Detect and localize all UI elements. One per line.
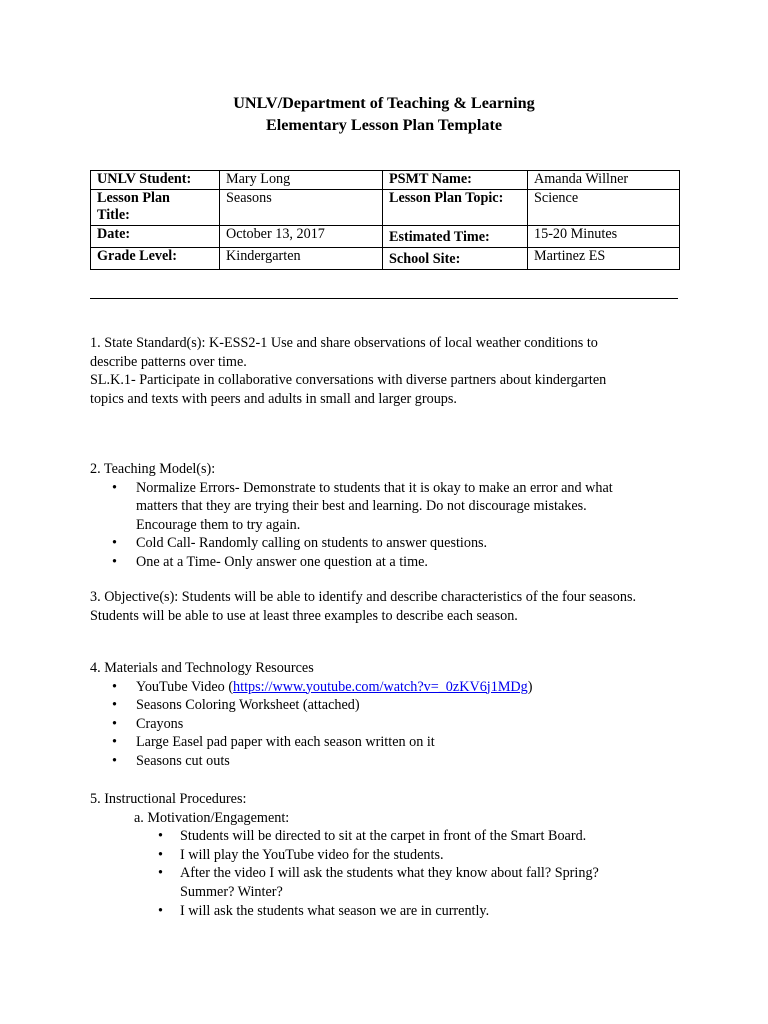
lesson-info-table — [90, 170, 680, 270]
procedures-section — [90, 790, 690, 920]
list-item: • Seasons Coloring Worksheet (attached) — [90, 696, 690, 715]
document-title-line2: Elementary Lesson Plan Template — [265, 116, 503, 134]
lesson-plan-title-label — [91, 190, 220, 226]
teaching-models-section — [90, 460, 690, 572]
list-item-text: matters that they are trying their best and learning. Do not discourage mistakes. — [136, 498, 587, 515]
list-item: • Cold Call- Randomly calling on students to answer questions. — [90, 534, 690, 553]
lesson-plan-title-label-line2: Title: — [97, 207, 130, 223]
list-item: • Large Easel pad paper with each season written on it — [90, 733, 690, 752]
unlv-student-label: UNLV Student: — [91, 171, 220, 190]
list-item: • Students will be directed to sit at the carpet in front of the Smart Board. — [90, 827, 690, 846]
teaching-models-heading: 2. Teaching Model(s): — [90, 461, 216, 477]
lesson-plan-topic-label: Lesson Plan Topic: — [383, 190, 528, 226]
psmt-name-value: Amanda Willner — [528, 171, 680, 190]
standards-line: describe patterns over time. — [90, 353, 247, 370]
motivation-heading: a. Motivation/Engagement: — [134, 809, 290, 826]
table-row — [91, 226, 680, 248]
list-item: • I will ask the students what season we are in currently. — [90, 902, 690, 921]
list-item-text: • After the video I will ask the students what they know about fall? Spring? — [180, 865, 599, 882]
lesson-plan-title-value: Seasons — [220, 190, 383, 226]
estimated-time-value: 15-20 Minutes — [528, 226, 680, 248]
objectives-line: 3. Objective(s): Students will be able to identify and describe characteristics of the four seasons. — [90, 589, 637, 605]
list-item-text: Encourage them to try again. — [136, 516, 301, 533]
list-item: • Seasons cut outs — [90, 752, 690, 771]
objectives-line: Students will be able to use at least three examples to describe each season. — [90, 607, 518, 624]
grade-level-value: Kindergarten — [220, 248, 383, 270]
list-item: • Crayons — [90, 715, 690, 734]
list-item: • One at a Time- Only answer one question at a time. — [90, 553, 690, 572]
list-item: • I will play the YouTube video for the students. — [90, 846, 690, 865]
lesson-plan-topic-value: Science — [528, 190, 680, 226]
teaching-models-list — [90, 479, 690, 572]
horizontal-divider — [90, 298, 678, 299]
school-site-label: School Site: — [383, 248, 528, 270]
list-item-text: Summer? Winter? — [180, 883, 283, 900]
table-row — [91, 248, 680, 270]
standards-line: SL.K.1- Participate in collaborative conversations with diverse partners about kindergarten — [90, 372, 607, 389]
unlv-student-value: Mary Long — [220, 171, 383, 190]
materials-heading: 4. Materials and Technology Resources — [90, 660, 314, 676]
date-label: Date: — [91, 226, 220, 248]
procedures-heading: 5. Instructional Procedures: — [90, 791, 247, 807]
motivation-list — [90, 827, 690, 920]
lesson-plan-title-label-line1: Lesson Plan — [97, 190, 170, 206]
standards-line: 1. State Standard(s): K-ESS2-1 Use and share observations of local weather conditions to — [90, 335, 598, 351]
youtube-prefix: YouTube Video ( — [136, 678, 234, 695]
materials-section — [90, 659, 690, 771]
table-row — [91, 171, 680, 190]
materials-list — [90, 678, 690, 771]
psmt-name-label: PSMT Name: — [383, 171, 528, 190]
school-site-value: Martinez ES — [528, 248, 680, 270]
estimated-time-label: Estimated Time: — [383, 226, 528, 248]
youtube-video-link[interactable]: https://www.youtube.com/watch?v=_0zKV6j1MDg — [233, 678, 528, 695]
state-standards-section — [90, 334, 690, 408]
date-value: October 13, 2017 — [220, 226, 383, 248]
list-item-text: • Normalize Errors- Demonstrate to students that it is okay to make an error and what — [136, 479, 613, 496]
list-item — [90, 479, 690, 535]
youtube-suffix: ) — [527, 678, 533, 695]
table-row — [91, 190, 680, 226]
standards-line: topics and texts with peers and adults in small and larger groups. — [90, 390, 457, 407]
document-title-line1: UNLV/Department of Teaching & Learning — [233, 94, 535, 112]
list-item — [90, 864, 690, 901]
list-item — [90, 678, 690, 697]
grade-level-label: Grade Level: — [91, 248, 220, 270]
objectives-section — [90, 588, 690, 625]
